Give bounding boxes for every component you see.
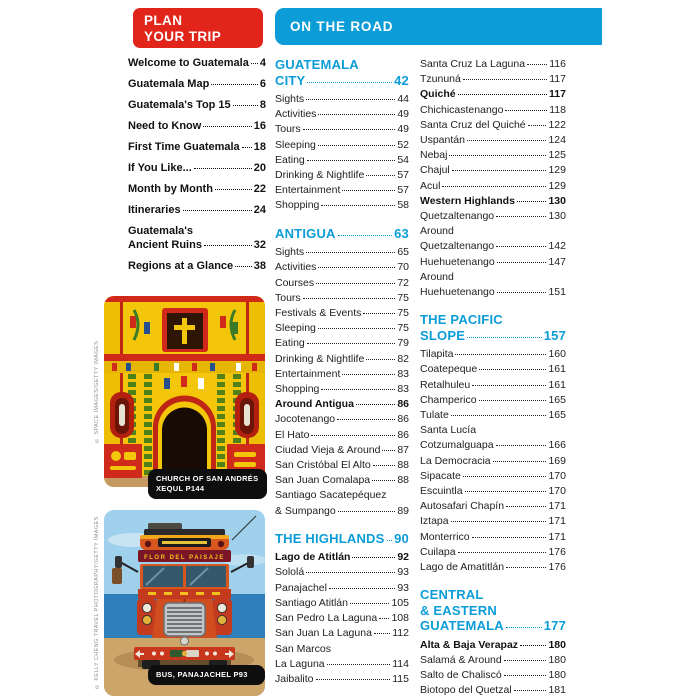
toc-page-number: 58 <box>397 199 409 212</box>
toc-entry <box>420 118 566 133</box>
toc-entry <box>275 138 409 153</box>
toc-entry-label: Retalhuleu <box>420 378 471 391</box>
toc-entry <box>420 179 566 194</box>
toc-entry-label: Tilapita <box>420 348 454 361</box>
toc-page-number: 170 <box>548 469 566 482</box>
toc-page-number: 20 <box>253 162 266 174</box>
toc-entry <box>420 224 566 254</box>
toc-page-number: 108 <box>391 612 409 625</box>
toc-page-number: 16 <box>253 120 266 132</box>
toc-page-number: 93 <box>397 566 409 579</box>
toc-entry <box>275 473 409 488</box>
toc-page-number: 70 <box>397 261 409 274</box>
toc-page-number: 129 <box>548 164 566 177</box>
toc-entry <box>275 291 409 306</box>
toc-entry <box>275 321 409 336</box>
on-the-road-badge <box>275 8 602 45</box>
toc-page-number: 130 <box>548 194 566 207</box>
toc-page-number: 160 <box>548 348 566 361</box>
toc-page-number: 170 <box>548 485 566 498</box>
toc-page-number: 176 <box>548 545 566 558</box>
church-illustration <box>104 296 265 487</box>
toc-entry <box>275 581 409 596</box>
toc-entry-label: San Marcos <box>275 642 332 655</box>
bus-photo-credit: © KELLY CHENG TRAVEL PHOTOGRAPHY/GETTY IMAGES <box>94 516 100 690</box>
toc-page-number: 83 <box>397 382 409 395</box>
toc-entry-label: Festivals & Events <box>275 306 362 319</box>
toc-page-number: 165 <box>548 409 566 422</box>
toc-entry <box>275 306 409 321</box>
toc-page-number: 171 <box>548 515 566 528</box>
toc-page-number: 49 <box>397 123 409 136</box>
toc-entry <box>275 276 409 291</box>
toc-entry <box>420 270 566 300</box>
toc-entry <box>275 458 409 473</box>
toc-page-number: 161 <box>548 363 566 376</box>
toc-entry-label: Lago de Atitlán <box>275 551 351 564</box>
toc-entry-label: Huehuetenango <box>420 255 495 268</box>
toc-entry-label: Courses <box>275 276 315 289</box>
toc-entry-label: Welcome to Guatemala <box>128 57 249 69</box>
toc-page-number: 54 <box>397 153 409 166</box>
toc-entry-label: GUATEMALA <box>275 57 359 72</box>
toc-entry-label: San Juan Comalapa <box>275 474 371 487</box>
toc-entry-label: Eating <box>275 153 305 166</box>
toc-page-number: 92 <box>397 551 409 564</box>
toc-page-number: 72 <box>397 276 409 289</box>
church-photo-caption: CHURCH OF SAN ANDRÉS XEQUL P144 <box>148 469 267 499</box>
toc-entry <box>420 423 566 453</box>
toc-entry <box>275 642 409 672</box>
bus-photo-caption: BUS, PANAJACHEL P93 <box>148 665 265 685</box>
toc-entry-label: Santa Cruz del Quiché <box>420 118 526 131</box>
toc-page-number: 151 <box>548 286 566 299</box>
toc-entry <box>420 362 566 377</box>
toc-entry-label: Sights <box>275 93 305 105</box>
toc-entry-label: Quetzaltenango <box>420 210 495 223</box>
toc-entry <box>420 148 566 163</box>
toc-entry-label: Tours <box>275 123 301 136</box>
toc-entry-label: Sololá <box>275 566 305 579</box>
toc-page-number: 177 <box>543 618 566 634</box>
toc-entry-label: Tzununá <box>420 73 461 86</box>
toc-entry <box>275 153 409 168</box>
toc-entry <box>275 428 409 443</box>
church-photo-credit: © SPACE IMAGES/GETTY IMAGES <box>94 340 100 443</box>
toc-entry <box>275 672 409 687</box>
toc-page-number: 125 <box>548 149 566 162</box>
toc-entry-label: If You Like... <box>128 162 192 174</box>
toc-page-number: 171 <box>548 500 566 513</box>
toc-page-number: 89 <box>397 504 409 517</box>
toc-page-number: 114 <box>392 657 409 670</box>
toc-entry-label: GUATEMALA <box>420 618 504 634</box>
toc-entry-label: Drinking & Nightlife <box>275 352 365 365</box>
toc-entry-label: Cotzumalguapa <box>420 439 494 452</box>
toc-page-number: 38 <box>253 259 266 272</box>
toc-page-number: 118 <box>549 103 566 116</box>
toc-entry <box>128 225 266 252</box>
toc-page-number: 180 <box>548 669 566 682</box>
plan-your-trip-badge <box>133 8 263 48</box>
toc-entry-label: La Laguna <box>275 657 325 670</box>
toc-page-number: 83 <box>397 367 409 380</box>
toc-entry <box>420 378 566 393</box>
plan-badge-line1: PLAN <box>144 13 183 28</box>
on-the-road-toc-column-1 <box>275 57 409 687</box>
toc-entry-label: Guatemala's <box>128 225 193 237</box>
toc-section <box>275 226 409 242</box>
toc-entry-label: Shopping <box>275 382 320 395</box>
toc-entry-label: Around <box>420 270 454 283</box>
toc-entry-label: CITY <box>275 72 306 88</box>
toc-entry <box>420 347 566 362</box>
toc-entry-label: Tours <box>275 291 301 304</box>
toc-entry-label: Ancient Ruins <box>128 238 202 251</box>
toc-entry <box>420 209 566 224</box>
toc-entry-label: San Pedro La Laguna <box>275 612 378 625</box>
toc-entry <box>275 611 409 626</box>
toc-page-number: 171 <box>548 530 566 543</box>
toc-entry-label: Sights <box>275 246 305 259</box>
toc-entry-label: ANTIGUA <box>275 225 336 241</box>
toc-entry-label: Jaibalito <box>275 672 314 685</box>
toc-entry <box>420 57 566 72</box>
toc-entry-label: Santiago Atitlán <box>275 596 348 609</box>
toc-page-number: 142 <box>548 240 566 253</box>
toc-page-number: 86 <box>397 398 409 411</box>
toc-entry-label: Monterrico <box>420 530 470 543</box>
toc-entry <box>275 183 409 198</box>
toc-entry-label: La Democracia <box>420 454 491 467</box>
toc-page-number: 86 <box>397 413 409 426</box>
toc-entry <box>420 499 566 514</box>
toc-entry-label: Quetzaltenango <box>420 240 495 253</box>
toc-entry <box>420 545 566 560</box>
toc-page-number: 88 <box>397 458 409 471</box>
toc-entry <box>128 260 266 274</box>
toc-page-number: 176 <box>548 561 566 574</box>
toc-entry-label: Quiché <box>420 88 456 101</box>
toc-page-number: 6 <box>259 78 266 90</box>
toc-entry <box>275 168 409 183</box>
toc-entry <box>128 120 266 134</box>
toc-page-number: 42 <box>394 72 409 88</box>
toc-entry <box>420 87 566 102</box>
toc-entry-label: Entertainment <box>275 367 341 380</box>
toc-entry-label: San Cristóbal El Alto <box>275 458 371 471</box>
toc-entry <box>275 382 409 397</box>
toc-entry <box>420 72 566 87</box>
toc-entry-label: Sipacate <box>420 469 461 482</box>
toc-entry-label: Cuilapa <box>420 545 456 558</box>
toc-entry <box>275 260 409 275</box>
toc-page-number: 115 <box>392 672 409 685</box>
toc-page-number: 181 <box>548 684 566 697</box>
toc-page-number: 161 <box>548 378 566 391</box>
toc-entry-label: Western Highlands <box>420 194 515 207</box>
toc-page-number: 32 <box>253 238 266 251</box>
toc-entry-label: Acul <box>420 179 441 192</box>
toc-page-number: 65 <box>397 246 409 259</box>
toc-entry <box>420 514 566 529</box>
on-the-road-toc-column-2 <box>420 57 566 699</box>
toc-page-number: 169 <box>548 454 566 467</box>
toc-entry-label: El Hato <box>275 428 310 441</box>
toc-page-number: 165 <box>548 393 566 406</box>
toc-entry-label: Salto de Chaliscó <box>420 669 502 682</box>
toc-entry <box>420 163 566 178</box>
toc-page-number: 180 <box>548 654 566 666</box>
toc-entry-label: Shopping <box>275 199 320 212</box>
toc-entry <box>420 484 566 499</box>
toc-entry-label: Coatepeque <box>420 363 478 376</box>
toc-entry <box>128 162 266 176</box>
plan-your-trip-toc-column <box>128 57 266 281</box>
toc-entry-label: Guatemala's Top 15 <box>128 99 231 111</box>
toc-entry-label: San Juan La Laguna <box>275 627 372 640</box>
toc-page-number: 116 <box>549 58 566 70</box>
plan-badge-line2: YOUR TRIP <box>144 28 222 44</box>
toc-entry <box>275 367 409 382</box>
toc-entry-label: Need to Know <box>128 120 202 132</box>
toc-page-number: 88 <box>397 474 409 487</box>
toc-entry <box>420 454 566 469</box>
toc-page-number: 57 <box>397 184 409 197</box>
toc-section <box>275 531 409 547</box>
toc-entry-label: Champerico <box>420 393 477 406</box>
toc-entry-label: Panajachel <box>275 581 327 594</box>
toc-entry-label: Nebaj <box>420 149 448 162</box>
toc-entry-label: THE PACIFIC <box>420 312 503 328</box>
toc-entry <box>128 141 266 155</box>
toc-entry-label: Santiago Sacatepéquez <box>275 489 387 502</box>
toc-entry <box>275 122 409 137</box>
toc-entry-label: Uspantán <box>420 134 465 147</box>
toc-page-number: 24 <box>253 204 266 216</box>
toc-entry-label: Tulate <box>420 409 449 422</box>
toc-entry <box>128 183 266 197</box>
toc-entry <box>275 626 409 641</box>
toc-entry <box>128 78 266 92</box>
toc-page-number: 52 <box>397 138 409 151</box>
toc-entry-label: & EASTERN <box>420 602 497 618</box>
toc-page-number: 63 <box>394 225 409 241</box>
toc-entry <box>420 194 566 209</box>
toc-entry-label: Sleeping <box>275 138 316 151</box>
toc-entry <box>275 92 409 107</box>
toc-page-number: 18 <box>253 141 266 153</box>
toc-entry-label: Guatemala Map <box>128 78 210 90</box>
toc-page-number: 130 <box>548 210 566 223</box>
toc-entry-label: First Time Guatemala <box>128 141 240 153</box>
toc-entry <box>128 99 266 113</box>
toc-entry <box>275 550 409 565</box>
toc-page-number: 166 <box>548 439 566 452</box>
toc-page-number: 157 <box>543 327 566 343</box>
toc-entry-label: Chichicastenango <box>420 103 504 116</box>
toc-entry <box>275 245 409 260</box>
toc-page-number: 75 <box>397 291 409 304</box>
toc-entry-label: Sleeping <box>275 322 316 335</box>
toc-page-number: 93 <box>397 581 409 594</box>
toc-entry-label: & Sumpango <box>275 504 336 517</box>
toc-entry-label: Biotopo del Quetzal <box>420 684 512 697</box>
toc-entry-label: Huehuetenango <box>420 286 495 299</box>
toc-entry <box>420 530 566 545</box>
toc-section <box>420 312 566 343</box>
toc-entry-label: Eating <box>275 337 305 350</box>
toc-section <box>275 57 409 88</box>
toc-entry-label: Around <box>420 225 454 238</box>
toc-page-number: 44 <box>397 93 409 105</box>
toc-entry-label: Santa Lucía <box>420 424 477 437</box>
toc-page-number: 86 <box>397 428 409 441</box>
toc-entry-label: SLOPE <box>420 327 466 343</box>
toc-entry-label: Around Antigua <box>275 398 354 411</box>
toc-page-number: 122 <box>548 118 566 131</box>
toc-entry <box>275 596 409 611</box>
toc-entry-label: Month by Month <box>128 183 213 195</box>
toc-entry <box>275 443 409 458</box>
toc-entry <box>420 393 566 408</box>
toc-page-number: 75 <box>397 322 409 335</box>
toc-page-number: 22 <box>253 183 266 195</box>
toc-entry <box>275 107 409 122</box>
toc-entry <box>420 255 566 270</box>
toc-entry-label: Salamá & Around <box>420 654 502 666</box>
toc-entry-label: Regions at a Glance <box>128 259 234 272</box>
toc-entry <box>275 565 409 580</box>
toc-page-number: 4 <box>259 57 266 69</box>
toc-page-number: 117 <box>549 73 566 86</box>
toc-entry <box>420 133 566 148</box>
toc-entry <box>128 204 266 218</box>
toc-entry <box>420 668 566 683</box>
toc-entry-label: Escuintla <box>420 485 463 498</box>
toc-entry-label: Autosafari Chapín <box>420 500 505 513</box>
toc-page-number: 87 <box>397 443 409 456</box>
toc-entry-label: Ciudad Vieja & Around <box>275 443 381 456</box>
toc-entry-label: Santa Cruz La Laguna <box>420 58 526 70</box>
toc-entry-label: Activities <box>275 261 317 274</box>
toc-entry <box>275 412 409 427</box>
toc-entry <box>275 488 409 518</box>
toc-entry-label: Iztapa <box>420 515 449 528</box>
toc-entry-label: Drinking & Nightlife <box>275 169 365 182</box>
road-badge-label: ON THE ROAD <box>290 19 394 34</box>
toc-entry <box>420 683 566 698</box>
toc-entry <box>275 336 409 351</box>
toc-page-number: 112 <box>392 627 409 640</box>
toc-page-number: 75 <box>397 306 409 319</box>
toc-entry <box>275 397 409 412</box>
toc-page-number: 49 <box>397 108 409 121</box>
toc-entry <box>420 469 566 484</box>
toc-entry <box>128 57 266 71</box>
toc-page-number: 117 <box>549 88 566 101</box>
toc-entry-label: Lago de Amatitlán <box>420 561 505 574</box>
toc-entry <box>420 653 566 668</box>
toc-page-number: 124 <box>548 134 566 147</box>
toc-section <box>420 587 566 634</box>
toc-page-number: 82 <box>397 352 409 365</box>
toc-page-number: 57 <box>397 169 409 182</box>
bus-sign-text: FLOR DEL PAISAJE <box>144 555 225 561</box>
toc-entry-label: THE HIGHLANDS <box>275 530 385 546</box>
toc-entry-label: CENTRAL <box>420 587 484 603</box>
toc-entry-label: Alta & Baja Verapaz <box>420 638 519 651</box>
toc-page-number: 129 <box>548 179 566 192</box>
toc-page-number: 180 <box>548 638 566 651</box>
toc-page-number: 147 <box>548 255 566 268</box>
church-photo <box>104 296 265 487</box>
toc-entry-label: Chajul <box>420 164 450 177</box>
toc-page-number: 90 <box>394 530 409 546</box>
toc-entry <box>420 103 566 118</box>
toc-page-number: 105 <box>391 596 409 609</box>
toc-entry <box>275 198 409 213</box>
toc-entry <box>275 352 409 367</box>
toc-entry-label: Activities <box>275 108 317 121</box>
toc-page-number: 79 <box>397 337 409 350</box>
toc-entry <box>420 560 566 575</box>
toc-page-number: 8 <box>259 99 266 111</box>
toc-entry <box>420 638 566 653</box>
toc-entry <box>420 408 566 423</box>
toc-entry-label: Itineraries <box>128 204 181 216</box>
toc-entry-label: Jocotenango <box>275 413 336 426</box>
toc-entry-label: Entertainment <box>275 184 341 197</box>
